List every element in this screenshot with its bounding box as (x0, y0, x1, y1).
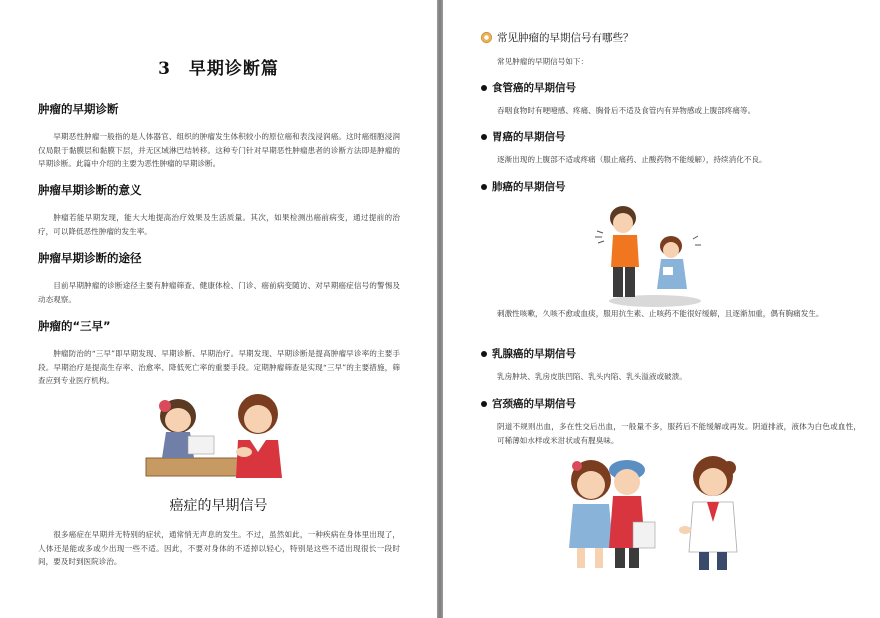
signal-breast (481, 346, 861, 384)
bullet-icon (481, 351, 487, 357)
bullet-icon (481, 85, 487, 91)
right-page (443, 0, 880, 618)
question-text: 常见肿瘤的早期信号有哪些？ (497, 32, 634, 44)
section-heading: 肿瘤的早期诊断 (38, 102, 119, 116)
signal-body: 阴道不规则出血，多在性交后出血，一般量不多，服药后不能缓解或再发。阴道排液，液体为白色或血性，可稀薄如水样或米泔状或有腥臭味。 (497, 422, 861, 445)
bullet-icon (481, 401, 487, 407)
closing-section (38, 528, 400, 569)
section-heading: 肿瘤早期诊断的意义 (38, 183, 142, 197)
intro-text: 常见肿瘤的早期信号如下： (497, 57, 589, 66)
chapter-title: 3 早期诊断篇 (158, 59, 279, 79)
section-approaches (38, 250, 400, 306)
signal-heading: 胃癌的早期信号 (492, 131, 566, 143)
section-early-diagnosis (38, 101, 400, 171)
big-heading: 癌症的早期信号 (169, 498, 268, 514)
coughing-illustration (593, 203, 713, 308)
bullet-icon (481, 134, 487, 140)
intro (481, 55, 861, 69)
signal-heading: 食管癌的早期信号 (492, 82, 576, 94)
signal-body: 逐渐出现的上腹部不适或疼痛（服止痛药、止酸药物不能缓解），持续消化不良。 (497, 155, 767, 164)
signal-heading: 宫颈癌的早期信号 (492, 398, 576, 410)
closing-paragraph: 很多癌症在早期并无特别的症状，通常悄无声息的发生。不过，虽然如此，一种疾病在身体里出现了，人体还是能或多或少出现一些不适。因此，不要对身体的不适掉以轻心，特别是这些不适出现很长一段时间，要及时到医院诊治。 (38, 530, 400, 567)
section-three-early (38, 318, 400, 388)
signal-heading: 肺癌的早期信号 (492, 181, 566, 193)
section-body: 目前早期肿瘤的诊断途径主要有肿瘤筛查、健康体检、门诊、癌前病变随访、对早期癌症信号的警惕及动态观察。 (38, 281, 400, 304)
section-body: 肿瘤防治的“三早”即早期发现、早期诊断、早期治疗。早期发现、早期诊断是提高肿瘤早诊率的主要手段。早期治疗是提高生存率、治愈率、降低死亡率的重要手段。定期肿瘤筛查是实现“三早”的主要措施，筛查应到专业医疗机构。 (38, 349, 400, 386)
signal-lung (481, 179, 861, 194)
section-heading: 肿瘤早期诊断的途径 (38, 251, 142, 265)
section-significance (38, 182, 400, 238)
section-body: 早期恶性肿瘤一般指的是人体器官、组织的肿瘤发生体积较小的原位癌和表浅浸润癌。这时癌细胞浸润仅局限于黏膜层和黏膜下层，并无区域淋巴结转移。这种专门针对早期恶性肿瘤患者的诊断方法即是肿瘤的早期诊断。此篇中介绍的主要为恶性肿瘤的早期诊断。 (38, 132, 400, 169)
bullet-icon (481, 184, 487, 190)
signal-body: 乳房肿块、乳房皮肤凹陷、乳头内陷、乳头溢液或破溃。 (497, 372, 687, 381)
signal-gastric (481, 129, 861, 167)
left-page (0, 0, 437, 618)
patients-doctor-illustration (563, 452, 763, 574)
signal-heading: 乳腺癌的早期信号 (492, 348, 576, 360)
signal-body: 吞咽食物时有哽噎感、疼痛、胸骨后不适及食管内有异物感或上腹部疼痛等。 (497, 106, 756, 115)
signal-cervical (481, 396, 861, 447)
signal-lung-body (481, 307, 861, 321)
patient-doctor-illustration (140, 388, 300, 478)
signal-esophageal (481, 80, 861, 118)
section-heading: 肿瘤的“三早” (38, 319, 111, 333)
question-icon (481, 32, 492, 43)
question-heading (481, 30, 634, 45)
signal-body: 刺激性咳嗽，久咳不愈或血痰，服用抗生素、止咳药不能很好缓解，且逐渐加重，偶有胸痛发生。 (497, 309, 824, 318)
section-body: 肿瘤若能早期发现，能大大地提高治疗效果及生活质量。其次，如果检测出癌前病变，通过提前的治疗，可以降低恶性肿瘤的发生率。 (38, 213, 400, 236)
